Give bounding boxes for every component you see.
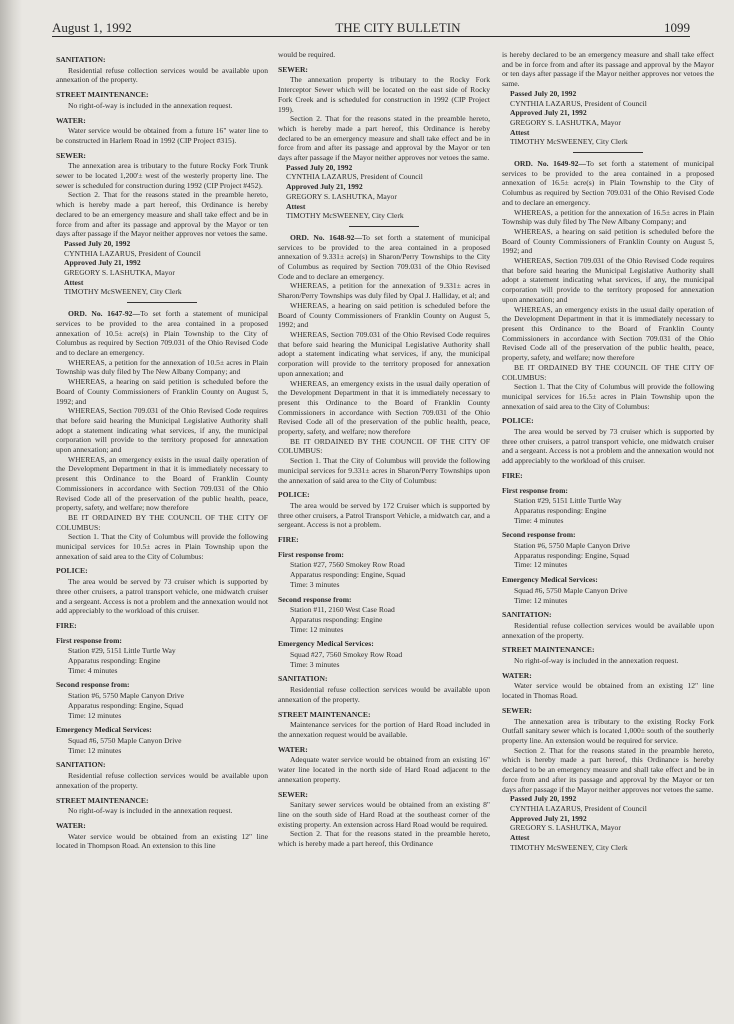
section-heading: SEWER:	[56, 150, 86, 160]
signature-heading: Approved July 21, 1992	[286, 182, 363, 192]
section-heading: WATER:	[56, 115, 86, 125]
fire-response-detail: Time: 12 minutes	[514, 560, 568, 570]
paragraph: Adequate water service would be obtained from an existing 16" water line located in the north side of Hard Road adjacent to the annexation property.	[278, 755, 490, 784]
signature-heading: Approved July 21, 1992	[510, 108, 587, 118]
fire-response-detail: Time: 4 minutes	[514, 515, 564, 525]
paragraph: No right-of-way is included in the annexation request.	[68, 100, 233, 110]
paragraph: Section 2. That for the reasons stated in the preamble hereto, which is hereby made a part hereof, this Ordinance is hereby declared to be an emergency measure and shall take effect and be in force from and after its passage and approval by the Mayor or ten days after passage if the Mayor neither approves nor vetoes the same.	[502, 745, 714, 794]
signature-line: TIMOTHY McSWEENEY, City Clerk	[510, 842, 628, 852]
paragraph: WHEREAS, a hearing on said petition is scheduled before the Board of County Commissioners of Franklin County on August 5, 1992; and	[502, 226, 714, 256]
paragraph: WHEREAS, a hearing on said petition is scheduled before the Board of County Commissioners of Franklin County on August 5, 1992; and	[56, 377, 268, 406]
section-heading: SANITATION:	[278, 674, 328, 684]
paragraph: Sanitary sewer services would be obtained from an existing 8" line on the south side of Hard Road at the southeast corner of the existing property. An extension across Hard Road would be required.	[278, 800, 490, 829]
signature-heading: Passed July 20, 1992	[286, 162, 353, 172]
fire-response-detail: Apparatus responding: Engine, Squad	[68, 700, 184, 710]
fire-response-heading: First response from:	[502, 485, 568, 495]
section-heading: STREET MAINTENANCE:	[56, 90, 149, 100]
header-rule	[52, 36, 690, 37]
signature-heading: Approved July 21, 1992	[510, 813, 587, 823]
header-date: August 1, 1992	[52, 20, 132, 35]
fire-response-heading: Second response from:	[56, 680, 130, 690]
paragraph: No right-of-way is included in the annexation request.	[68, 806, 233, 816]
section-heading: WATER:	[502, 670, 532, 680]
fire-response-heading: Second response from:	[502, 530, 576, 540]
section-divider	[349, 226, 419, 227]
ordinance-title	[502, 159, 714, 208]
fire-response-detail: Apparatus responding: Engine, Squad	[290, 570, 406, 580]
fire-response-detail: Time: 3 minutes	[290, 659, 340, 669]
header-page-number: 1099	[663, 20, 690, 35]
fire-response-detail: Squad #6, 5750 Maple Canyon Drive	[68, 736, 182, 745]
fire-response-detail: Apparatus responding: Engine	[290, 614, 383, 624]
section-heading: POLICE:	[278, 490, 310, 500]
fire-response-heading: Emergency Medical Services:	[278, 639, 374, 649]
section-heading: SANITATION:	[56, 760, 106, 770]
paragraph: Section 2. That for the reasons stated in the preamble hereto, which is hereby made a part hereof, this Ordinance is hereby declared to be an emergency measure and shall take effect and be in force from and after its passage and approval by the Mayor or ten days after passage if the Mayor neither approves nor vetoes the same.	[278, 114, 490, 163]
section-heading: SEWER:	[278, 64, 308, 74]
paragraph: WHEREAS, Section 709.031 of the Ohio Revised Code requires that before said hearing the Municipal Legislative Authority shall adopt a statement indicating what services, if any, the municipal corporation will provide to the territory proposed for annexation upon annexation; and	[56, 406, 268, 455]
fire-response-detail: Station #27, 7560 Smokey Row Road	[290, 560, 405, 570]
paragraph: No right-of-way is included in the annexation request.	[514, 656, 679, 666]
paragraph: BE IT ORDAINED BY THE COUNCIL OF THE CITY OF COLUMBUS:	[502, 362, 714, 382]
section-heading: FIRE:	[56, 620, 77, 630]
paragraph: Maintenance services for the portion of Hard Road included in the annexation request would be available.	[278, 720, 490, 739]
paragraph: The annexation area is tributary to the future Rocky Fork Trunk sewer to be located 1,200'± west of the westerly property line. The sewer is scheduled for construction during 1992 (CIP Project #452).	[56, 161, 268, 190]
paragraph: Section 1. That the City of Columbus will provide the following municipal services for 9.331± acres in Sharon/Perry Townships upon the annexation of said area to the City of Columbus:	[278, 456, 490, 485]
signature-line: TIMOTHY McSWEENEY, City Clerk	[510, 137, 628, 147]
fire-response-heading: Emergency Medical Services:	[502, 575, 598, 585]
paragraph: BE IT ORDAINED BY THE COUNCIL OF THE CITY OF COLUMBUS:	[278, 436, 490, 456]
fire-response-detail: Apparatus responding: Engine, Squad	[514, 550, 630, 560]
paragraph: WHEREAS, Section 709.031 of the Ohio Revised Code requires that before said hearing the Municipal Legislative Authority shall adopt a statement indicating what services, if any, the municipal corporation will provide to the territory proposed for annexation upon annexation; and	[502, 256, 714, 304]
ordinance-number: ORD. No. 1647-92—	[68, 309, 141, 319]
signature-heading: Attest	[510, 127, 530, 137]
section-heading: SANITATION:	[502, 610, 552, 620]
signature-line: GREGORY S. LASHUTKA, Mayor	[510, 117, 621, 127]
paragraph: WHEREAS, a petition for the annexation of 9.331± acres in Sharon/Perry Townships was duly filed by Opal J. Halliday, et al; and	[278, 281, 490, 301]
paragraph: Section 2. That for the reasons stated in the preamble hereto, which is hereby made a part hereof, this Ordinance	[278, 829, 490, 849]
paragraph: The annexation area is tributary to the existing Rocky Fork Outfall sanitary sewer which is located 1,000± south of the southerly property line. An extension would be required for service.	[502, 716, 714, 745]
signature-line: GREGORY S. LASHUTKA, Mayor	[510, 823, 621, 833]
paragraph: WHEREAS, an emergency exists in the usual daily operation of the Development Department in that it is immediately necessary to present this Ordinance to the Board of Franklin County Commissioners in accordance with Section 709.031 of the Ohio Revised Code all of the preservation of the public health, peace, property, safety, and welfare; now therefore	[278, 378, 490, 437]
fire-response-heading: Emergency Medical Services:	[56, 725, 152, 735]
paragraph: BE IT ORDAINED BY THE COUNCIL OF THE CITY OF COLUMBUS:	[56, 512, 268, 532]
fire-response-detail: Time: 12 minutes	[290, 624, 344, 634]
paragraph: Residential refuse collection services would be available upon annexation of the property.	[56, 771, 268, 790]
paragraph: WHEREAS, a petition for the annexation of 16.5± acres in Plain Township was duly filed by The New Albany Company; and	[502, 207, 714, 227]
section-heading: FIRE:	[502, 470, 523, 480]
section-heading: FIRE:	[278, 535, 299, 545]
paragraph: Water service would be obtained from an existing 12" line located in Thompson Road. An extension to this line	[56, 831, 268, 851]
signature-heading: Passed July 20, 1992	[64, 238, 131, 248]
ordinance-description: To set forth a statement of municipal services to be provided to the area contained in a proposed annexation of 16.5± acre(s) in Plain Township to the City of Columbus as required by Section 709.031 of the Ohio Revised Code and to declare an emergency.	[502, 159, 714, 207]
section-heading: SANITATION:	[56, 55, 106, 64]
ordinance-title	[278, 233, 490, 282]
ordinance-number: ORD. No. 1648-92—	[290, 232, 363, 242]
section-heading: SEWER:	[278, 789, 308, 799]
paragraph-continued: would be required.	[278, 50, 336, 59]
section-divider	[573, 152, 643, 153]
fire-response-detail: Time: 12 minutes	[68, 745, 122, 755]
paragraph: Water service would be obtained from a future 16" water line to be constructed in Harlem Road in 1992 (CIP Project #315).	[56, 126, 268, 145]
ordinance-description: To set forth a statement of municipal services to be provided to the area contained in a proposed annexation of 10.5± acre(s) in Plain Township to the City of Columbus as required by Section 709.031 of the Ohio Revised Code and to declare an emergency.	[56, 309, 268, 357]
fire-response-heading: First response from:	[278, 549, 344, 559]
column-left	[56, 50, 268, 851]
ordinance-title	[56, 309, 268, 358]
paragraph-continued: is hereby declared to be an emergency measure and shall take effect and be in force from and after its passage and approval by the Mayor or ten days after passage if the Mayor neither approves nor vetoes the same.	[502, 50, 714, 89]
paragraph: Section 1. That the City of Columbus will provide the following municipal services for 10.5± acres in Plain Township upon the annexation of said area to the City of Columbus:	[56, 532, 268, 561]
column-right	[502, 50, 714, 852]
paragraph: Residential refuse collection services would be available upon annexation of the property.	[502, 620, 714, 640]
signature-line: GREGORY S. LASHUTKA, Mayor	[64, 268, 175, 278]
section-heading: STREET MAINTENANCE:	[502, 645, 595, 655]
signature-line: CYNTHIA LAZARUS, President of Council	[510, 803, 647, 813]
signature-heading: Passed July 20, 1992	[510, 88, 577, 98]
fire-response-heading: Second response from:	[278, 594, 352, 604]
paragraph: WHEREAS, a hearing on said petition is scheduled before the Board of County Commissioners of Franklin County on August 5, 1992; and	[278, 300, 490, 330]
section-heading: POLICE:	[502, 416, 534, 426]
paragraph: Section 1. That the City of Columbus will provide the following municipal services for 16.5± acres in Plain Township upon the annexation of said area to the City of Columbus:	[502, 382, 714, 411]
paragraph: The annexation property is tributary to the Rocky Fork Interceptor Sewer which will be located on the east side of Rocky Fork Creek and is scheduled for construction in 1992 (CIP Project 199).	[278, 75, 490, 114]
ordinance-number: ORD. No. 1649-92—	[514, 159, 587, 169]
signature-line: GREGORY S. LASHUTKA, Mayor	[286, 191, 397, 201]
paragraph: The area would be served by 73 cruiser which is supported by three other cruisers, a patrol transport vehicle, one midwatch cruiser and a sergeant. Access is not a problem and the annexation would not add appreciably to the workload of this cruiser.	[502, 427, 714, 466]
section-heading: STREET MAINTENANCE:	[56, 795, 149, 805]
book-spine-shadow	[0, 0, 22, 1024]
fire-response-detail: Squad #27, 7560 Smokey Row Road	[290, 650, 403, 660]
ordinance-description: To set forth a statement of municipal services to be provided to the area contained in a proposed annexation of 9.331± acre(s) in Sharon/Perry Townships to the City of Columbus as required by Section 709.031 of the Ohio Revised Code and to declare an emergency.	[278, 232, 490, 281]
section-heading: STREET MAINTENANCE:	[278, 709, 371, 719]
paragraph: The area would be served by 73 cruiser which is supported by three other cruisers, a patrol transport vehicle, one midwatch cruiser and a sergeant. Access is not a problem and the annexation would not add appreciably to the workload of this cruiser.	[56, 577, 268, 616]
paragraph: Section 2. That for the reasons stated in the preamble hereto, which is hereby made a part hereof, this Ordinance is hereby declared to be an emergency measure and shall take effect and be in force from and after its passage and approval by the Mayor or ten days after passage if the Mayor neither approves nor vetoes the same.	[56, 190, 268, 239]
paragraph: WHEREAS, a petition for the annexation of 10.5± acres in Plain Township was duly filed by The New Albany Company; and	[56, 357, 268, 377]
signature-heading: Attest	[286, 201, 306, 211]
signature-heading: Approved July 21, 1992	[64, 258, 141, 268]
signature-line: TIMOTHY McSWEENEY, City Clerk	[64, 287, 182, 297]
signature-heading: Attest	[510, 833, 530, 843]
paragraph: Water service would be obtained from an existing 12" line located in Thomas Road.	[502, 681, 714, 701]
section-heading: WATER:	[278, 744, 308, 754]
paragraph: Residential refuse collection services would be available upon annexation of the property.	[56, 65, 268, 85]
paragraph: WHEREAS, Section 709.031 of the Ohio Revised Code requires that before said hearing the Municipal Legislative Authority shall adopt a statement indicating what services, if any, the municipal corporation will provide to the territory proposed for annexation upon annexation; and	[278, 329, 490, 378]
fire-response-detail: Station #6, 5750 Maple Canyon Drive	[514, 541, 631, 551]
signature-heading: Attest	[64, 277, 84, 287]
signature-line: CYNTHIA LAZARUS, President of Council	[64, 248, 201, 258]
fire-response-detail: Apparatus responding: Engine	[68, 656, 161, 666]
fire-response-detail: Squad #6, 5750 Maple Canyon Drive	[514, 585, 628, 595]
column-middle	[278, 50, 490, 849]
fire-response-detail: Apparatus responding: Engine	[514, 505, 607, 515]
section-heading: POLICE:	[56, 566, 88, 576]
fire-response-detail: Station #6, 5750 Maple Canyon Drive	[68, 691, 185, 701]
section-heading: WATER:	[56, 820, 86, 830]
signature-heading: Passed July 20, 1992	[510, 794, 577, 804]
header-title: THE CITY BULLETIN	[335, 20, 461, 35]
fire-response-heading: First response from:	[56, 635, 122, 645]
signature-line: TIMOTHY McSWEENEY, City Clerk	[286, 211, 404, 221]
signature-line: CYNTHIA LAZARUS, President of Council	[286, 172, 423, 182]
page-header	[52, 20, 690, 34]
fire-response-detail: Station #29, 5151 Little Turtle Way	[68, 646, 176, 656]
fire-response-detail: Time: 3 minutes	[290, 579, 340, 589]
fire-response-detail: Time: 4 minutes	[68, 665, 118, 675]
paragraph: The area would be served by 172 Cruiser which is supported by three other cruisers, a Patrol Transport Vehicle, a midwatch car, and a sergeant. Access is not a problem.	[278, 500, 490, 530]
paragraph: WHEREAS, an emergency exists in the usual daily operation of the Development Department in that it is immediately necessary to present this Ordinance to the Board of Franklin County Commissioners in accordance with Section 709.031 of the Ohio Revised Code all of the preservation of the public health, peace, property, safety, and welfare; now therefore	[56, 454, 268, 513]
signature-line: CYNTHIA LAZARUS, President of Council	[510, 98, 647, 108]
fire-response-detail: Time: 12 minutes	[514, 595, 568, 605]
bulletin-page	[22, 0, 734, 1024]
paragraph: WHEREAS, an emergency exists in the usual daily operation of the Development Department in that it is immediately necessary to present this Ordinance to the Board of Franklin County Commissioners in accordance with Section 709.031 of the Ohio Revised Code all of the preservation of the public health, peace, property, safety, and welfare; now therefore	[502, 304, 714, 363]
section-divider	[127, 302, 197, 303]
fire-response-detail: Station #29, 5151 Little Turtle Way	[514, 496, 622, 506]
fire-response-detail: Station #11, 2160 West Case Road	[290, 605, 395, 615]
fire-response-detail: Time: 12 minutes	[68, 710, 122, 720]
paragraph: Residential refuse collection services would be available upon annexation of the property.	[278, 685, 490, 704]
section-heading: SEWER:	[502, 705, 532, 715]
